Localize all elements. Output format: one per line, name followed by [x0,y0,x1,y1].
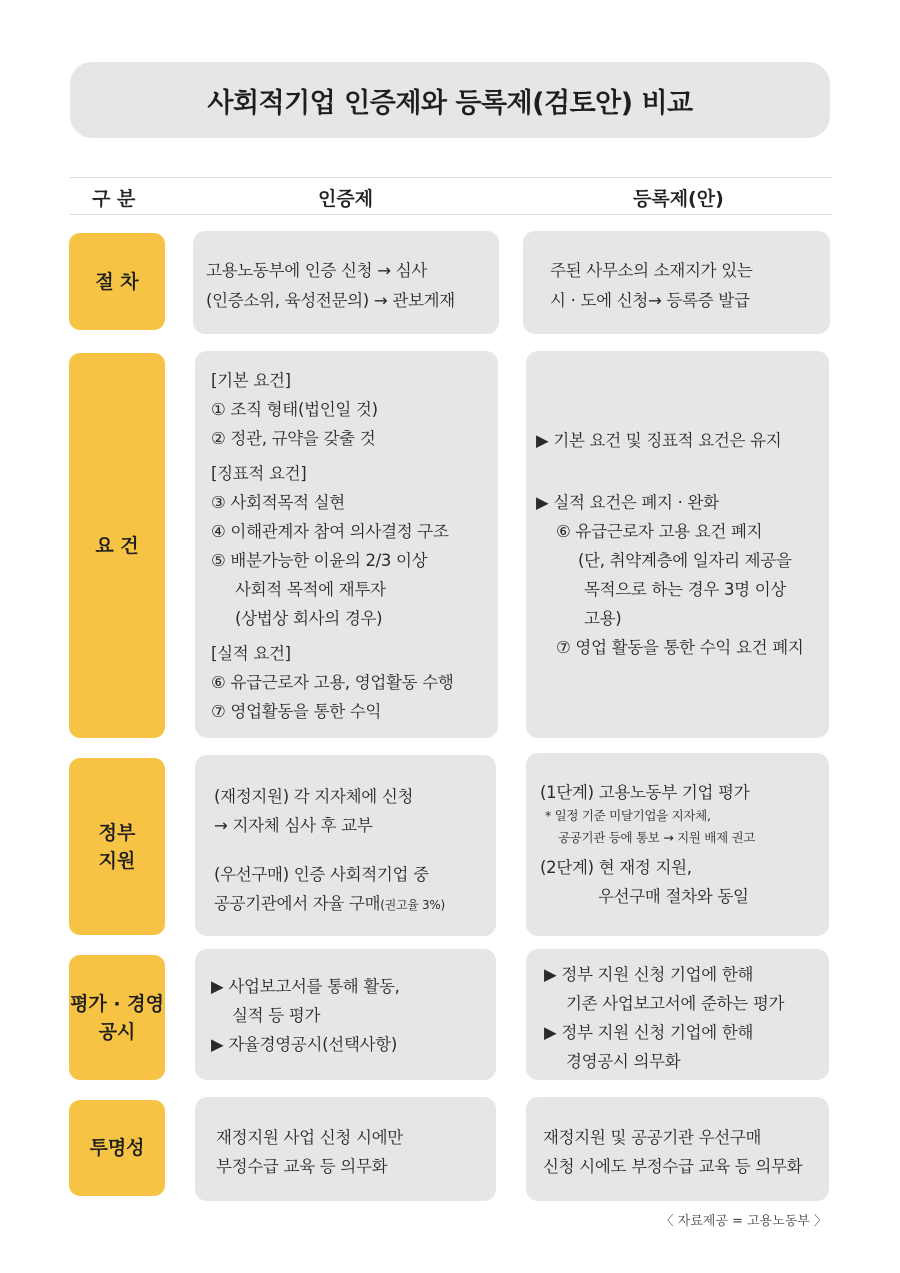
text-line: ② 정관, 규약을 갖출 것 [211,429,376,448]
row-label-support-line2: 지원 [98,849,136,872]
text-line: 우선구매 절차와 동일 [598,887,749,906]
text-line: ⑥ 유급근로자 고용, 영업활동 수행 [211,673,454,692]
text-line: (2단계) 현 재정 지원, [540,858,692,877]
text-line: → 지자체 심사 후 교부 [214,816,373,835]
text-line: 재정지원 및 공공기관 우선구매 [543,1128,762,1147]
row-label-transparency-text: 투명성 [89,1137,145,1159]
row-label-requirements-text: 요 건 [95,534,139,557]
header-top-rule [70,177,832,178]
text-line: 실적 등 평가 [232,1006,321,1025]
text-line: ▶ 정부 지원 신청 기업에 한해 [544,965,754,984]
header-registration: 등록제(안) [633,188,724,210]
text-note: (권고율 3%) [380,898,445,912]
text-line: [실적 요건] [211,644,291,663]
text-line: 기존 사업보고서에 준하는 평가 [566,994,785,1013]
text-line: ▶ 기본 요건 및 징표적 요건은 유지 [536,431,782,450]
title-box [70,62,830,138]
cell-requirements-cert [195,351,498,738]
header-certification: 인증제 [318,188,374,210]
text-line: ▶ 사업보고서를 통해 활동, [211,977,400,996]
text-line: 주된 사무소의 소재지가 있는 [550,261,753,280]
text-line: (단, 취약계층에 일자리 제공을 [578,551,792,570]
text-line: 경영공시 의무화 [566,1052,681,1071]
text-line: 재정지원 사업 신청 시에만 [216,1128,403,1147]
cell-procedure-cert [193,231,499,334]
text-line: ⑦ 영업 활동을 통한 수익 요건 폐지 [556,638,804,657]
cell-procedure-reg [523,231,830,334]
text-line: (상법상 회사의 경우) [235,609,383,628]
text-line: ③ 사회적목적 실현 [211,493,345,512]
text-line: ④ 이해관계자 참여 의사결정 구조 [211,522,449,541]
text-line: ▶ 실적 요건은 폐지 · 완화 [536,493,719,512]
row-label-evaluation [69,955,165,1080]
text-line: ▶ 자율경영공시(선택사항) [211,1035,397,1054]
text-line [214,890,445,914]
text-line: 고용) [584,609,622,628]
text-line: [기본 요건] [211,371,291,390]
text-line: ⑤ 배분가능한 이윤의 2/3 이상 [211,551,428,570]
text-line: 목적으로 하는 경우 3명 이상 [584,580,787,599]
header-category: 구 분 [92,188,136,210]
text-line: (1단계) 고용노동부 기업 평가 [540,783,750,802]
row-label-support-line1: 정부 [98,821,136,844]
cell-evaluation-cert [195,949,496,1080]
row-label-requirements [69,353,165,738]
text-line: 부정수급 교육 등 의무화 [216,1157,388,1176]
text-line: 신청 시에도 부정수급 교육 등 의무화 [543,1157,803,1176]
text-line: (재정지원) 각 지자체에 신청 [214,787,414,806]
text-line: 사회적 목적에 재투자 [235,580,386,599]
text-line: 고용노동부에 인증 신청 → 심사 [206,261,427,280]
row-label-procedure-text: 절 차 [95,270,139,293]
cell-requirements-reg [526,351,829,738]
text-line: ⑥ 유급근로자 고용 요건 폐지 [556,522,763,541]
text-line: ▶ 정부 지원 신청 기업에 한해 [544,1023,754,1042]
row-label-procedure [69,233,165,330]
row-label-support [69,758,165,935]
cell-transparency-reg [526,1097,829,1201]
text-line: (인증소위, 육성전문의) → 관보게재 [206,291,455,310]
source-credit: 〈 자료제공 = 고용노동부 〉 [660,1214,827,1229]
text-line: ⑦ 영업활동을 통한 수익 [211,702,382,721]
text-line: 시 · 도에 신청→ 등록증 발급 [550,291,750,310]
row-label-transparency [69,1100,165,1196]
text-line: (우선구매) 인증 사회적기업 중 [214,865,429,884]
cell-support-reg [526,753,829,936]
header-bottom-rule [70,214,832,215]
text-line: 공공기관 등에 통보 → 지원 배제 권고 [558,830,756,845]
row-label-evaluation-line1: 평가 · 경영 [70,992,164,1015]
page-title: 사회적기업 인증제와 등록제(검토안) 비교 [207,87,693,119]
row-label-evaluation-line2: 공시 [98,1020,136,1043]
text-line: [징표적 요건] [211,464,307,483]
cell-transparency-cert [195,1097,496,1201]
cell-evaluation-reg [526,949,829,1080]
text-line: * 일정 기준 미달기업을 지자체, [545,808,711,823]
text-main: 공공기관에서 자율 구매 [214,894,381,913]
cell-support-cert [195,755,496,936]
text-line: ① 조직 형태(법인일 것) [211,400,378,419]
